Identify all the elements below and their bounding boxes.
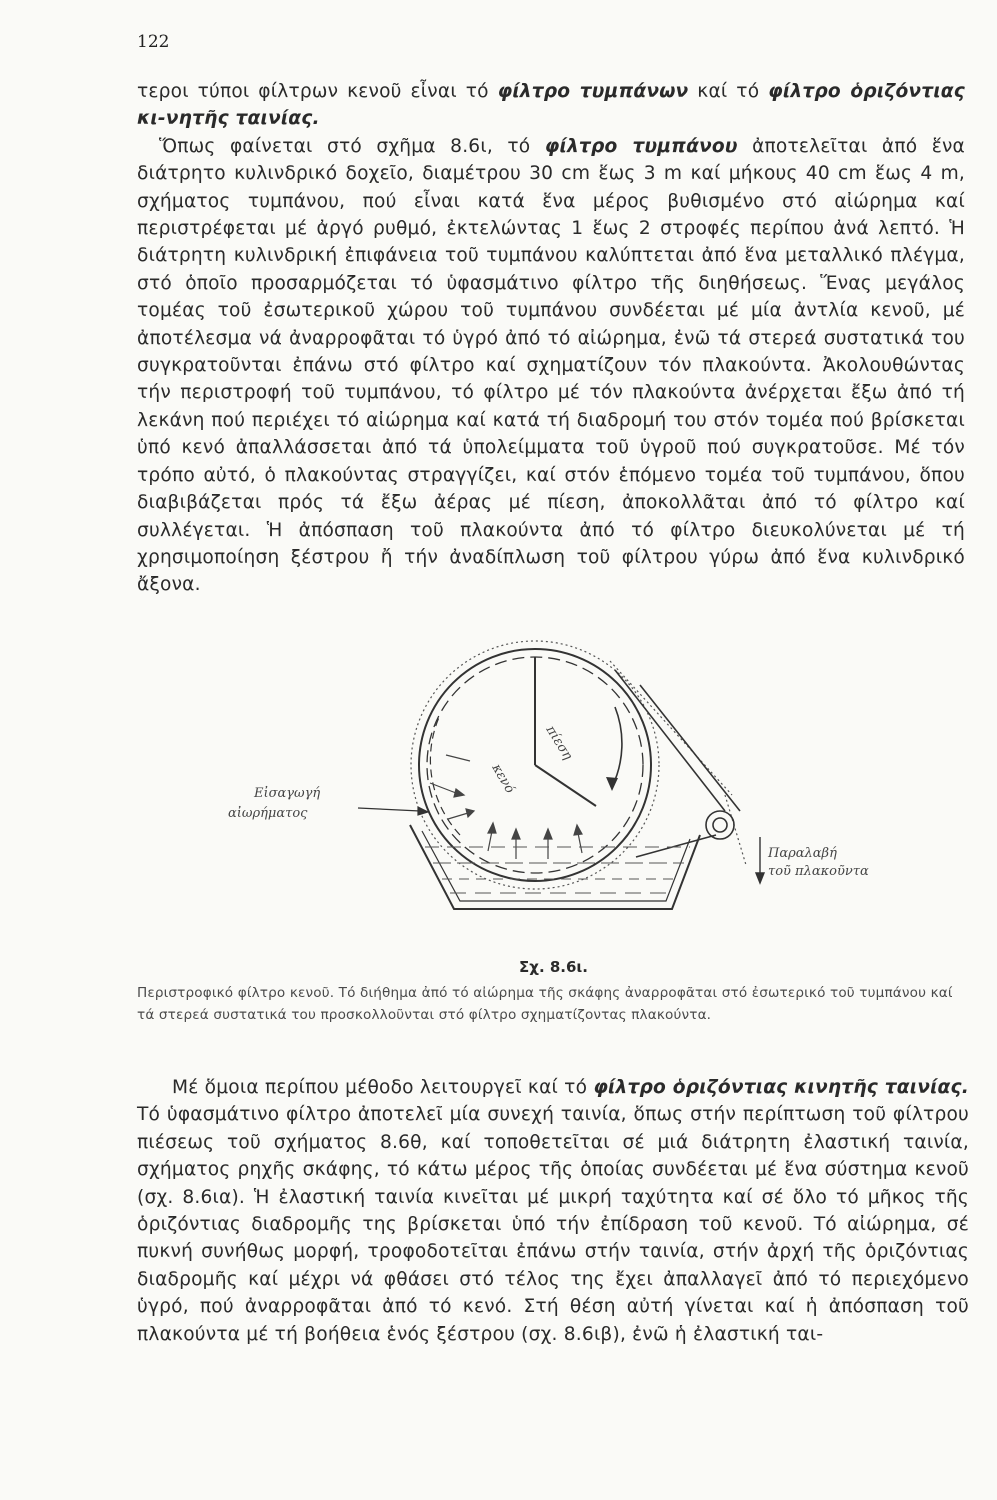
discharge-arrow bbox=[756, 837, 764, 883]
page-number: 122 bbox=[137, 32, 170, 52]
label-inlet-line1: Εἰσαγωγή bbox=[254, 786, 321, 801]
text-run: ἀποτελεῖται ἀπό ἕνα διάτρητο κυλινδρικό δοχεῖο, διαμέτρου 30 cm ἕως 3 m καί μήκους 40 cm ἕως 4 m, σχήματος τυμπάνου, πού εἶναι κατά ἕνα μέρος βυθισμένο στό αἰώρημα καί περιστρέφεται μέ ἀργό ρυθμό, ἐκτελώντας 1 ἕως 2 στροφές περίπου ἀνά λεπτό. Ἡ διάτρητη κυλινδρική ἐπιφάνεια τοῦ τυμπάνου καλύπτεται ἀπό ἕνα μεταλλικό πλέγμα, στό ὁποῖο προσαρμόζεται τό ὑφασμάτινο φίλτρο τῆς διηθήσεως. Ἕνας μεγάλος τομέας τοῦ ἐσωτερικοῦ χώρου τοῦ τυμπάνου συνδέεται μέ μία ἀντλία κενοῦ, μέ ἀποτέλεσμα νά ἀναρροφᾶται τό ὑγρό ἀπό τό αἰώρημα, ἐνῶ τά στερεά συστατικά του συγκρατοῦνται ἐπάνω στό φίλτρο καί σχηματίζουν τόν πλακούντα. Ἀκολουθώντας τήν περιστροφή τοῦ τυμπάνου, τό φίλτρο μέ τόν πλακούντα ἀνέρχεται ἔξω ἀπό τή λεκάνη πού περιέχει τό αἰώρημα καί κατά τή διαδρομή του στόν τομέα πού βρίσκεται ὑπό κενό ἀπαλλάσσεται ἀπό τά ὑπολείμματα τοῦ ὑγροῦ πού συγκρατοῦσε. Μέ τόν τρόπο αὐτό, ὁ πλακούντας στραγγίζει, καί στόν ἑπόμενο τομέα τοῦ τυμπάνου, ὅπου διαβιβάζεται πρός τά ἔξω ἀέρας μέ πίεση, ἀποκολλᾶται ἀπό τό φίλτρο καί συλλέγεται. Ἡ ἀπόσπαση τοῦ πλακούντα ἀπό τό φίλτρο διευκολύνεται μέ τή χρησιμοποίηση ξέστρου ἤ τήν ἀναδίπλωση τοῦ φίλτρου γύρω ἀπό ἕνα κυλινδρικό ἄξονα. bbox=[137, 135, 966, 596]
text-run: Τό ὑφασμάτινο φίλτρο ἀποτελεῖ μία συνεχή ταινία, ὅπως στήν περίπτωση τοῦ φίλτρου πιέσεως τοῦ σχήματος 8.6θ, καί τοποθετεῖται σέ μιά διάτρητη ἐλαστική ταινία, σχήματος ρηχῆς σκάφης, τό κάτω μέρος τῆς ὁποίας συνδέεται μέ ἕνα σύστημα κενοῦ (σχ. 8.6ια). Ἡ ἐλαστική ταινία κινεῖται μέ μικρή ταχύτητα καί σέ ὅλο τό μῆκος τῆς ὁριζόντιας διαδρομῆς της βρίσκεται ὑπό τήν ἐπίδραση τοῦ κενοῦ. Τό αἰώρημα, σέ πυκνή συνήθως μορφή, τροφοδοτεῖται ἐπάνω στήν ταινία, στήν ἀρχή τῆς ὁριζόντιας διαδρομῆς καί μέχρι νά φθάσει στό τέλος της ἔχει ἀπαλλαγεῖ ἀπό τό περιεχόμενο ὑγρό, πού ἀναρροφᾶται ἀπό τό κενό. Στή θέση αὐτή γίνεται καί ἡ ἀπόσπαση τοῦ πλακούντα μέ τή βοήθεια ἑνός ξέστρου (σχ. 8.6ιβ), ἐνῶ ἡ ἐλαστική ται- bbox=[137, 1104, 969, 1345]
text-run: τεροι τύποι φίλτρων κενοῦ εἶναι τό bbox=[137, 81, 498, 102]
inlet-pointer bbox=[358, 807, 428, 815]
figure-caption: Περιστροφικό φίλτρο κενοῦ. Τό διήθημα ἀπό τό αἰώρημα τῆς σκάφης ἀναρροφᾶται στό ἐσωτερικό τοῦ τυμπάνου καί τά στερεά συστατικά του προσκολλοῦνται στό φίλτρο σχηματίζοντας πλακούντα. bbox=[137, 985, 953, 1023]
figure-number: Σχ. 8.6ι. bbox=[519, 958, 588, 976]
paragraph-belt-filter bbox=[137, 1074, 969, 1348]
diagram bbox=[220, 625, 900, 945]
text-run: Μέ ὅμοια περίπου μέθοδο λειτουργεῖ καί τό bbox=[172, 1077, 594, 1098]
text-run: καί τό bbox=[688, 81, 769, 102]
text-paragraph bbox=[137, 133, 965, 599]
label-vacuum: κενό bbox=[488, 761, 518, 797]
text-paragraph bbox=[137, 1074, 969, 1348]
label-pressure: πίεση bbox=[542, 723, 576, 763]
term-belt-filter: φίλτρο ὁριζόντιας κι-νητῆς ταινίας. bbox=[137, 81, 965, 130]
drum bbox=[419, 649, 651, 881]
label-cake-line1: Παραλαβή bbox=[768, 846, 837, 861]
text-line bbox=[137, 78, 965, 133]
paragraph-drum-filter bbox=[137, 78, 965, 599]
term-horizontal-belt-filter: φίλτρο ὁριζόντιας κινητῆς ταινίας. bbox=[593, 1077, 969, 1098]
label-cake-line2: τοῦ πλακοῦντα bbox=[768, 864, 869, 879]
trough bbox=[410, 825, 700, 909]
filter-belt bbox=[615, 670, 740, 857]
label-inlet-line2: αἰωρήματος bbox=[228, 806, 308, 821]
term-drum-filters: φίλτρο τυμπάνων bbox=[497, 81, 689, 102]
term-drum-filter: φίλτρο τυμπάνου bbox=[544, 135, 738, 157]
figure-rotary-vacuum-filter bbox=[220, 625, 900, 945]
text-run: Ὅπως φαίνεται στό σχῆμα 8.6ι, τό bbox=[159, 135, 545, 157]
cake-layer bbox=[411, 641, 746, 889]
